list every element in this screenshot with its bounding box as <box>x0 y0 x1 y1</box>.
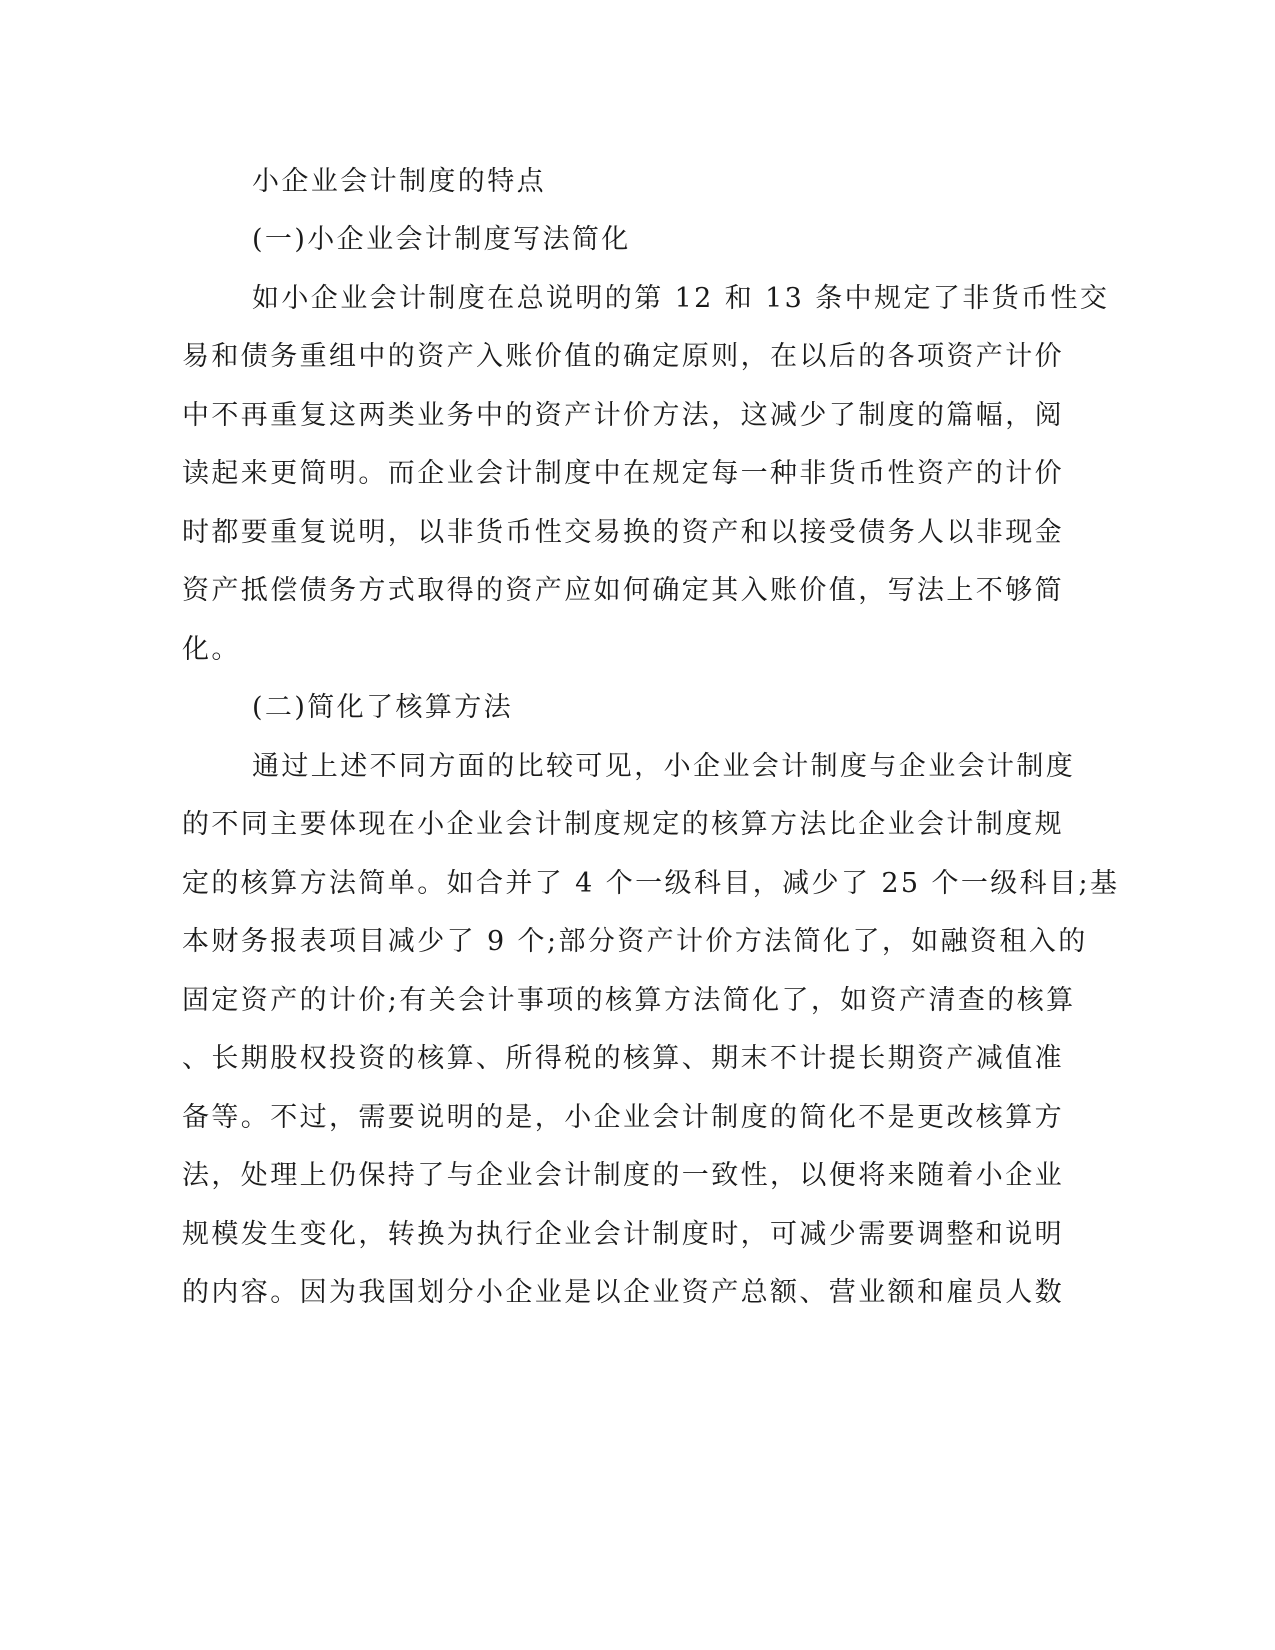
paragraph-2-line-3: 定的核算方法简单。如合并了 4 个一级科目，减少了 25 个一级科目;基 <box>182 868 1120 899</box>
paragraph-1-line-7: 化。 <box>182 634 241 665</box>
paragraph-1-line-6: 资产抵偿债务方式取得的资产应如何确定其入账价值，写法上不够简 <box>182 575 1064 606</box>
paragraph-1-line-3: 中不再重复这两类业务中的资产计价方法，这减少了制度的篇幅，阅 <box>182 400 1064 431</box>
paragraph-1-line-5: 时都要重复说明，以非货币性交易换的资产和以接受债务人以非现金 <box>182 517 1064 548</box>
paragraph-2-line-5: 固定资产的计价;有关会计事项的核算方法简化了，如资产清查的核算 <box>182 985 1076 1016</box>
paragraph-2-line-7: 备等。不过，需要说明的是，小企业会计制度的简化不是更改核算方 <box>182 1102 1064 1133</box>
section-title: 小企业会计制度的特点 <box>252 166 546 197</box>
paragraph-1-line-1: 如小企业会计制度在总说明的第 12 和 13 条中规定了非货币性交 <box>252 283 1110 314</box>
paragraph-2-line-10: 的内容。因为我国划分小企业是以企业资产总额、营业额和雇员人数 <box>182 1277 1064 1308</box>
paragraph-2-line-9: 规模发生变化，转换为执行企业会计制度时，可减少需要调整和说明 <box>182 1219 1064 1250</box>
paragraph-1-line-2: 易和债务重组中的资产入账价值的确定原则，在以后的各项资产计价 <box>182 341 1064 372</box>
paragraph-2-line-4: 本财务报表项目减少了 9 个;部分资产计价方法简化了，如融资租入的 <box>182 926 1088 957</box>
paragraph-2-line-6: 、长期股权投资的核算、所得税的核算、期末不计提长期资产减值准 <box>182 1043 1064 1074</box>
paragraph-2-line-8: 法，处理上仍保持了与企业会计制度的一致性，以便将来随着小企业 <box>182 1160 1064 1191</box>
paragraph-2-line-1: 通过上述不同方面的比较可见，小企业会计制度与企业会计制度 <box>252 751 1076 782</box>
paragraph-1-line-4: 读起来更简明。而企业会计制度中在规定每一种非货币性资产的计价 <box>182 458 1064 489</box>
paragraph-2-line-2: 的不同主要体现在小企业会计制度规定的核算方法比企业会计制度规 <box>182 809 1064 840</box>
subsection-heading-2: (二)简化了核算方法 <box>252 692 514 723</box>
subsection-heading-1: (一)小企业会计制度写法简化 <box>252 224 631 255</box>
